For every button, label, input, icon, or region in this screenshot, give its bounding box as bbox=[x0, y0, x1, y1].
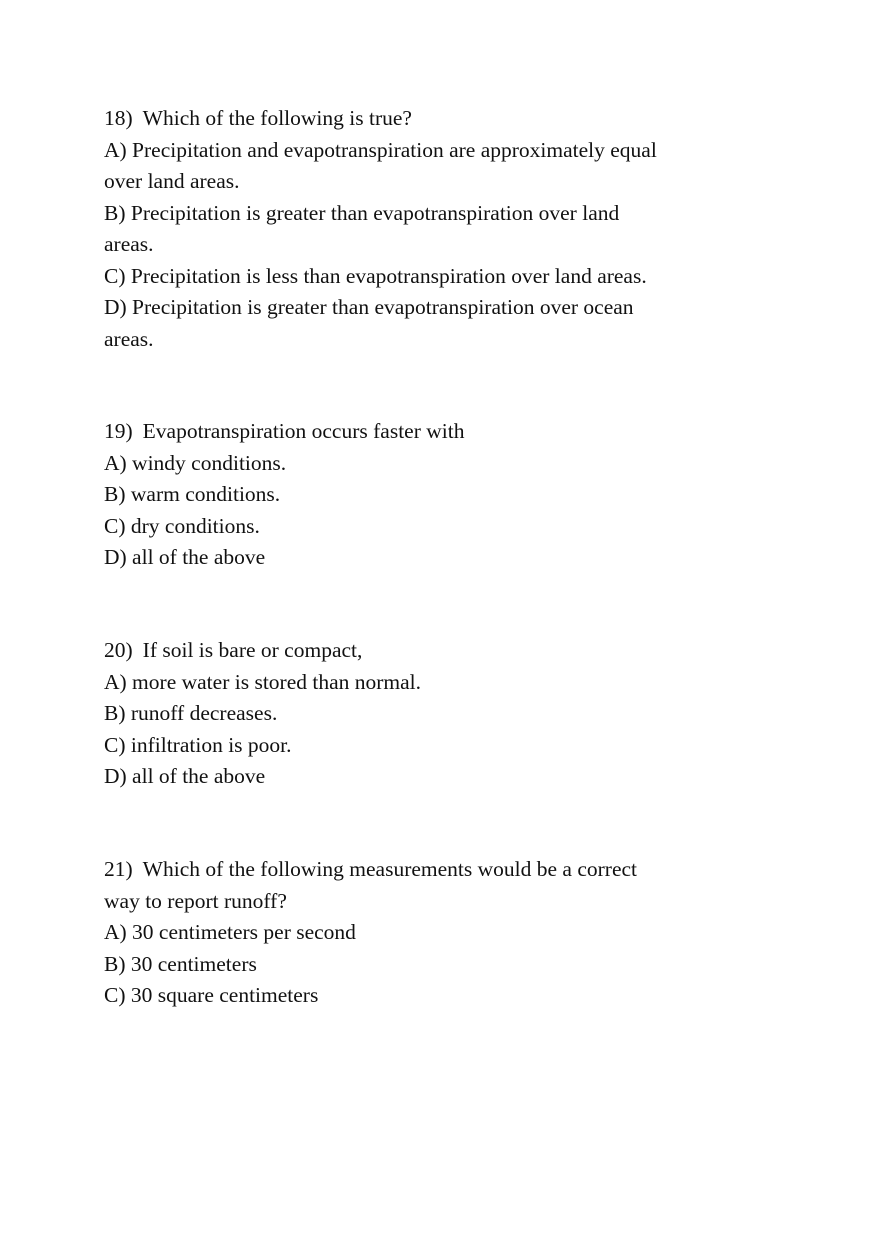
answer-option-c: C) Precipitation is less than evapotranspiration over land areas. bbox=[104, 263, 647, 288]
question-21 bbox=[104, 854, 704, 1012]
question-18 bbox=[104, 103, 704, 355]
answer-option-c: C) 30 square centimeters bbox=[104, 983, 319, 1007]
question-20 bbox=[104, 635, 704, 793]
answer-option-d: D) all of the above bbox=[104, 545, 266, 569]
answer-option-a: A) 30 centimeters per second bbox=[104, 920, 356, 944]
question-19 bbox=[104, 416, 704, 574]
answer-option-b: B) runoff decreases. bbox=[104, 701, 278, 725]
answer-option-b: B) Precipitation is greater than evapotranspiration over land bbox=[104, 200, 620, 225]
question-number: 18) bbox=[104, 106, 133, 130]
question-stem bbox=[104, 416, 704, 448]
question-stem bbox=[104, 103, 704, 135]
question-text: Evapotranspiration occurs faster with bbox=[142, 419, 465, 443]
answer-option-d: D) all of the above bbox=[104, 764, 266, 788]
answer-option-a: A) Precipitation and evapotranspiration are approximately equal bbox=[104, 137, 657, 162]
answer-option-b: B) 30 centimeters bbox=[104, 951, 257, 976]
answer-option-c: C) infiltration is poor. bbox=[104, 732, 292, 757]
answer-option-c: C) dry conditions. bbox=[104, 513, 260, 538]
answer-option-a-continued: over land areas. bbox=[104, 169, 240, 193]
question-text: Which of the following is true? bbox=[142, 106, 412, 130]
answer-option-d-continued: areas. bbox=[104, 326, 154, 351]
answer-option-b-continued: areas. bbox=[104, 232, 154, 256]
question-stem bbox=[104, 635, 704, 667]
question-number: 21) bbox=[104, 857, 133, 881]
question-number: 20) bbox=[104, 638, 133, 662]
answer-option-d: D) Precipitation is greater than evapotranspiration over ocean bbox=[104, 295, 634, 319]
question-text: If soil is bare or compact, bbox=[142, 638, 363, 662]
answer-option-a: A) windy conditions. bbox=[104, 450, 287, 475]
answer-option-b: B) warm conditions. bbox=[104, 482, 281, 506]
question-number: 19) bbox=[104, 419, 133, 443]
answer-option-a: A) more water is stored than normal. bbox=[104, 669, 422, 694]
question-text-continued: way to report runoff? bbox=[104, 888, 287, 913]
question-text: Which of the following measurements would be a correct bbox=[142, 857, 638, 881]
question-stem bbox=[104, 854, 704, 886]
